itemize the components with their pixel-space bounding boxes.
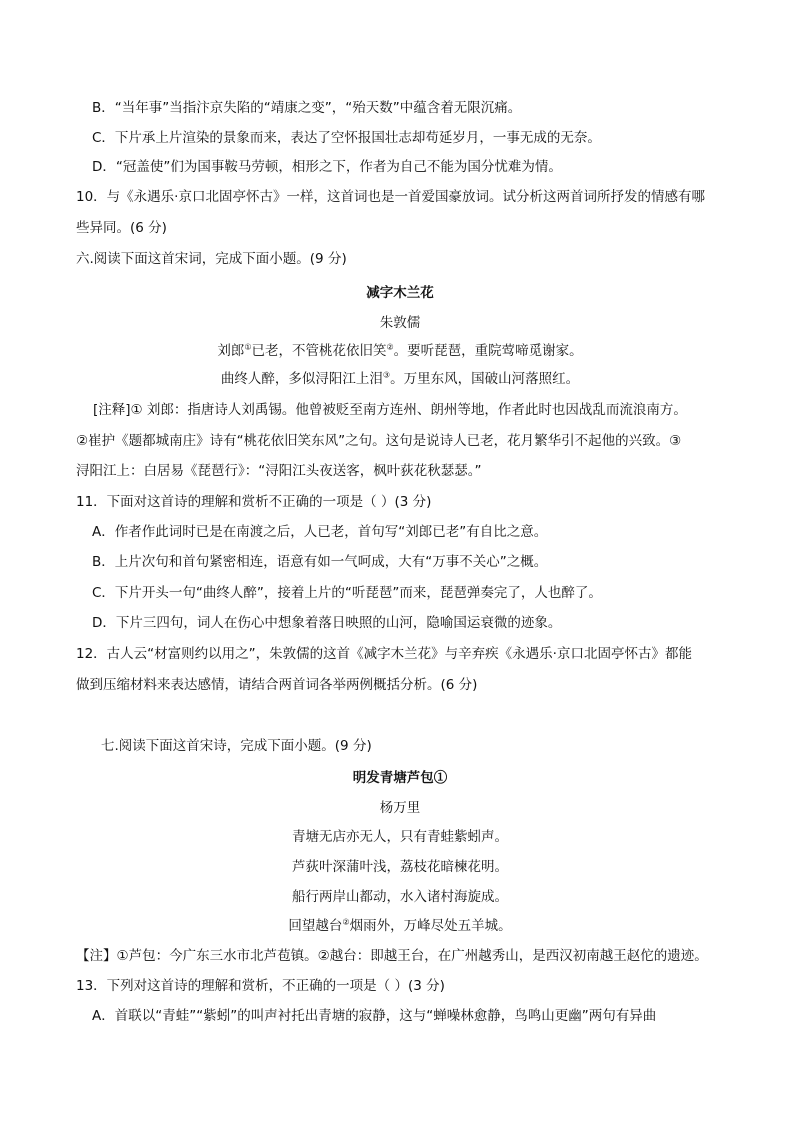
q11-option-a: A．作者作此词时已是在南渡之后，人已老，首句写“刘郎已老”有自比之意。 (92, 524, 548, 540)
footnote-marker: ② (342, 917, 350, 927)
section-6-poem-line-2: 曲终人醉，多似浔阳江上泪③。万里东风，国破山河落照红。 (220, 370, 580, 387)
q11-option-c: C．下片开头一句“曲终人醉”，接着上片的“听琵琶”而来，琵琶弹奏完了，人也醉了。 (92, 585, 602, 601)
q9-option-c: C．下片承上片渲染的景象而来，表达了空怀报国壮志却苟延岁月，一事无成的无奈。 (92, 130, 601, 146)
section-7-note: 【注】①芦包：今广东三水市北芦苞镇。②越台：即越王台，在广州越秀山，是西汉初南越王赵佗的遗迹。 (76, 948, 708, 964)
q9-option-d: D．“冠盖使”们为国事鞍马劳顿，相形之下，作者为自己不能为国分忧难为情。 (92, 159, 562, 175)
section-7-poem-line-3: 船行两岸山都动，水入诸村海旋成。 (292, 889, 508, 905)
section-6-poem-author: 朱敦儒 (379, 315, 421, 331)
section-6-heading: 六.阅读下面这首宋词，完成下面小题。(9 分) (76, 251, 347, 267)
section-6-poem-title: 减字木兰花 (366, 285, 434, 301)
section-7-poem-line-1: 青塘无店亦无人，只有青蛙紫蚓声。 (292, 829, 508, 845)
q13-stem: 13．下列对这首诗的理解和赏析，不正确的一项是（ ）(3 分) (76, 978, 445, 994)
footnote-marker: ② (386, 342, 394, 352)
section-6-note-1: [注释]① 刘郎：指唐诗人刘禹锡。他曾被贬至南方连州、朗州等地，作者此时也因战乱而流浪南方。 (93, 402, 687, 418)
section-7-heading: 七.阅读下面这首宋诗，完成下面小题。(9 分) (101, 738, 372, 754)
q11-option-d: D．下片三四句，词人在伤心中想象着落日映照的山河，隐喻国运衰微的迹象。 (92, 615, 562, 631)
q12-line-1: 12．古人云“材富则约以用之”，朱敦儒的这首《减字木兰花》与辛弃疾《永遇乐·京口北固亭怀古》都能 (76, 646, 692, 662)
q11-stem: 11．下面对这首诗的理解和赏析不正确的一项是（ ）(3 分) (76, 494, 432, 510)
q11-option-b: B．上片次句和首句紧密相连，语意有如一气呵成，大有“万事不关心”之概。 (92, 554, 548, 570)
section-7-poem-line-4: 回望越台②烟雨外，万峰尽处五羊城。 (288, 917, 512, 934)
section-7-poem-title: 明发青塘芦包① (352, 770, 448, 786)
q10-line-2: 些异同。(6 分) (76, 220, 167, 236)
section-6-poem-line-1: 刘郎①已老，不管桃花依旧笑②。要听琵琶，重院莺啼觅谢家。 (217, 342, 583, 359)
q13-option-a: A．首联以“青蛙”“紫蚓”的叫声衬托出青塘的寂静，这与“蝉噪林愈静，鸟鸣山更幽”两句有异曲 (92, 1008, 657, 1024)
section-6-note-2: ②崔护《题都城南庄》诗有“桃花依旧笑东风”之句。这句是说诗人已老，花月繁华引不起他的兴致。③ (76, 433, 682, 449)
q9-option-b: B．“当年事”当指汴京失陷的“靖康之变”，“殆天数”中蕴含着无限沉痛。 (92, 100, 522, 116)
footnote-marker: ① (244, 342, 252, 352)
section-7-poem-author: 杨万里 (379, 800, 421, 816)
footnote-marker: ③ (382, 370, 391, 380)
q10-line-1: 10．与《永遇乐·京口北固亭怀古》一样，这首词也是一首爱国豪放词。试分析这两首词所抒发的情感有哪 (76, 189, 705, 205)
section-7-poem-line-2: 芦荻叶深蒲叶浅，荔枝花暗楝花明。 (292, 859, 508, 875)
section-6-note-3: 浔阳江上：白居易《琵琶行》：“浔阳江头夜送客，枫叶荻花秋瑟瑟。” (76, 463, 482, 479)
q12-line-2: 做到压缩材料来表达感情，请结合两首词各举两例概括分析。(6 分) (76, 677, 478, 693)
